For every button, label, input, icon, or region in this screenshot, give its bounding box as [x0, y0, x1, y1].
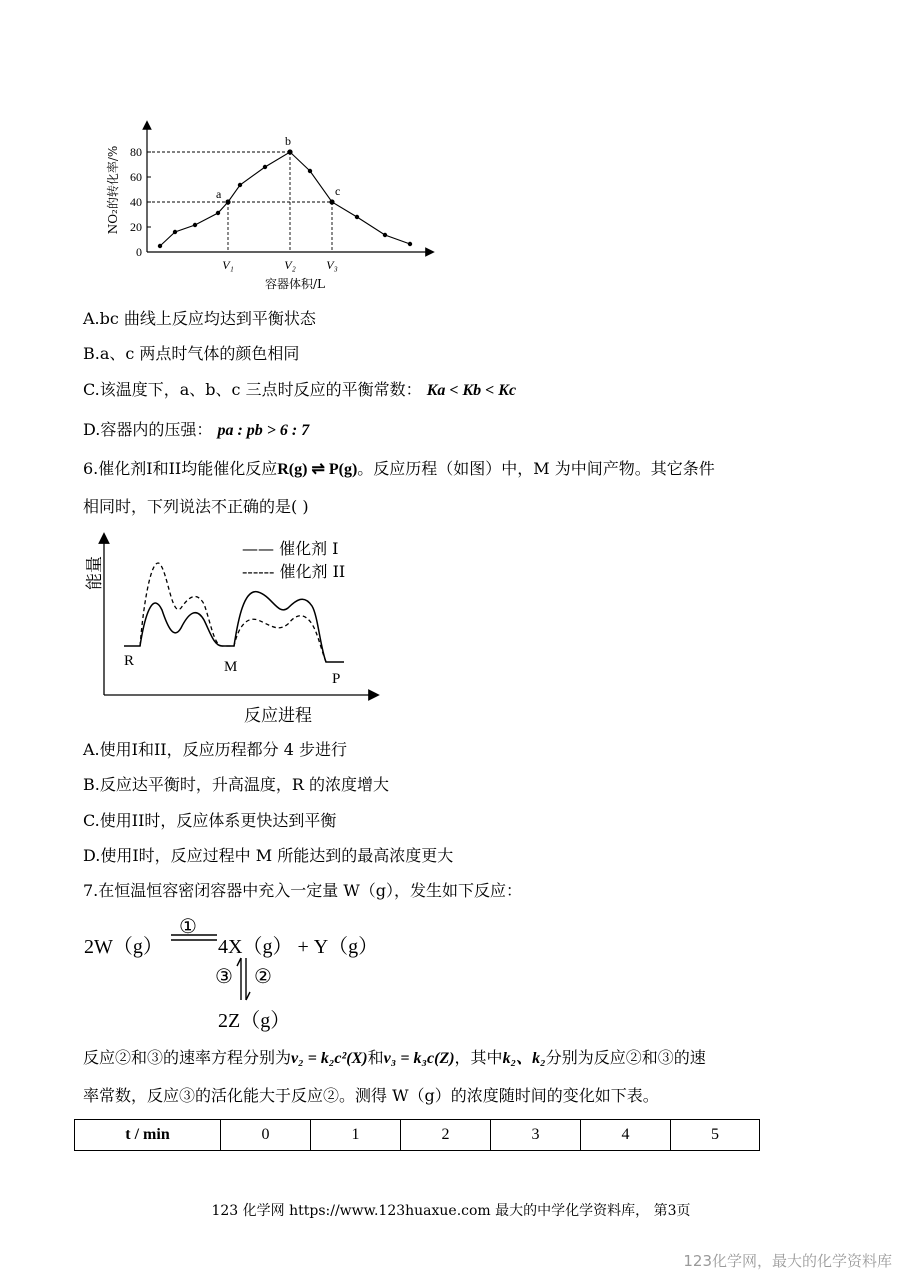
q5-option-b: B.a、c 两点时气体的颜色相同 — [83, 344, 300, 363]
q5-option-c — [83, 380, 516, 401]
reaction-scheme — [84, 918, 424, 1030]
point-label-c: c — [335, 184, 341, 198]
y-tick: 20 — [130, 220, 142, 234]
catalyst-1-curve — [124, 592, 344, 662]
table-header-cell: 0 — [221, 1120, 311, 1151]
vertical-equilibrium-arrow — [236, 956, 252, 1002]
table-header-cell: 4 — [581, 1120, 671, 1151]
y-tick: 80 — [130, 145, 142, 159]
q7-stem-line1: 7.在恒温恒容密闭容器中充入一定量 W（g），发生如下反应： — [83, 881, 523, 900]
x-tick: V₂ — [284, 258, 296, 272]
table-row — [75, 1120, 760, 1151]
q7-rate-constants: k₂、k₂ — [502, 1050, 546, 1067]
q7-stem-line3: 率常数，反应③的活化能大于反应②。测得 W（g）的浓度随时间的变化如下表。 — [83, 1086, 659, 1105]
q7-rate-2: v₂ = k₂c²(X) — [291, 1050, 368, 1067]
scheme-step2: ② — [254, 966, 272, 988]
q7-stem-2c: ，其中 — [454, 1048, 503, 1067]
q6-reaction: R(g) ⇌ P(g) — [277, 461, 358, 478]
legend-catalyst-2: ------ 催化剂 II — [242, 562, 346, 581]
q7-stem-2b: 和 — [367, 1048, 384, 1067]
point-label-a: a — [216, 187, 222, 201]
q5-option-a: A.bc 曲线上反应均达到平衡状态 — [83, 309, 316, 328]
scheme-bottom: 2Z（g） — [218, 1010, 291, 1032]
table-header-cell: 3 — [491, 1120, 581, 1151]
progress-axis-label: 反应进程 — [244, 706, 312, 726]
y-tick: 40 — [130, 195, 142, 209]
conversion-curve — [160, 152, 410, 246]
q6-stem-1b: 。反应历程（如图）中，M 为中间产物。其它条件 — [357, 459, 715, 478]
x-axis-label: 容器体积/L — [264, 277, 326, 291]
legend-catalyst-1: —— 催化剂 I — [242, 539, 339, 558]
q5-option-c-text: C.该温度下，a、b、c 三点时反应的平衡常数： — [83, 380, 422, 399]
q6-option-c: C.使用II时，反应体系更快达到平衡 — [83, 811, 337, 830]
q5-option-d-text: D.容器内的压强： — [83, 420, 213, 439]
conversion-chart — [95, 115, 440, 295]
scheme-step1: ① — [179, 916, 197, 938]
curve-points — [158, 149, 412, 248]
label-r: R — [124, 653, 135, 669]
y-tick: 0 — [136, 245, 142, 259]
table-header-cell: t / min — [75, 1120, 221, 1151]
q5-option-d-formula: pa : pb > 6 : 7 — [217, 422, 310, 439]
energy-axis-label: 能量 — [85, 556, 105, 590]
table-header-cell: 1 — [311, 1120, 401, 1151]
x-tick: V₁ — [222, 258, 234, 272]
scheme-left: 2W（g） — [84, 936, 163, 958]
point-label-b: b — [285, 134, 291, 148]
watermark: 123化学网，最大的化学资料库 — [683, 1252, 892, 1270]
q6-option-b: B.反应达平衡时，升高温度，R 的浓度增大 — [83, 775, 389, 794]
y-axis-label: NO₂的转化率/% — [106, 145, 120, 235]
page-footer: 123 化学网 https://www.123huaxue.com 最大的中学化学资料库， 第3页 — [211, 1203, 691, 1219]
q6-option-d: D.使用I时，反应过程中 M 所能达到的最高浓度更大 — [83, 846, 454, 865]
table-header-cell: 2 — [401, 1120, 491, 1151]
q5-option-d — [83, 420, 309, 441]
table-header-cell: 5 — [671, 1120, 760, 1151]
q6-stem-line2: 相同时，下列说法不正确的是( ) — [83, 497, 309, 516]
q7-stem-line2 — [83, 1048, 706, 1069]
equilibrium-arrow — [171, 932, 219, 944]
label-m: M — [224, 659, 238, 675]
q6-option-a: A.使用I和II，反应历程都分 4 步进行 — [83, 740, 347, 759]
y-tick: 60 — [130, 170, 142, 184]
x-tick: V₃ — [326, 258, 338, 272]
q6-stem-1a: 6.催化剂I和II均能催化反应 — [83, 459, 278, 478]
scheme-step3: ③ — [215, 966, 233, 988]
q7-stem-2e: 分别为反应②和③的速 — [545, 1048, 706, 1067]
energy-diagram — [82, 528, 382, 730]
q6-stem-line1 — [83, 459, 715, 480]
q7-stem-2a: 反应②和③的速率方程分别为 — [83, 1048, 292, 1067]
q5-option-c-formula: Ka < Kb < Kc — [426, 382, 517, 399]
scheme-right: 4X（g） + Y（g） — [218, 936, 379, 958]
label-p: P — [332, 671, 341, 687]
q7-rate-3: v₃ = k₃c(Z) — [383, 1050, 455, 1067]
time-table — [74, 1119, 760, 1151]
